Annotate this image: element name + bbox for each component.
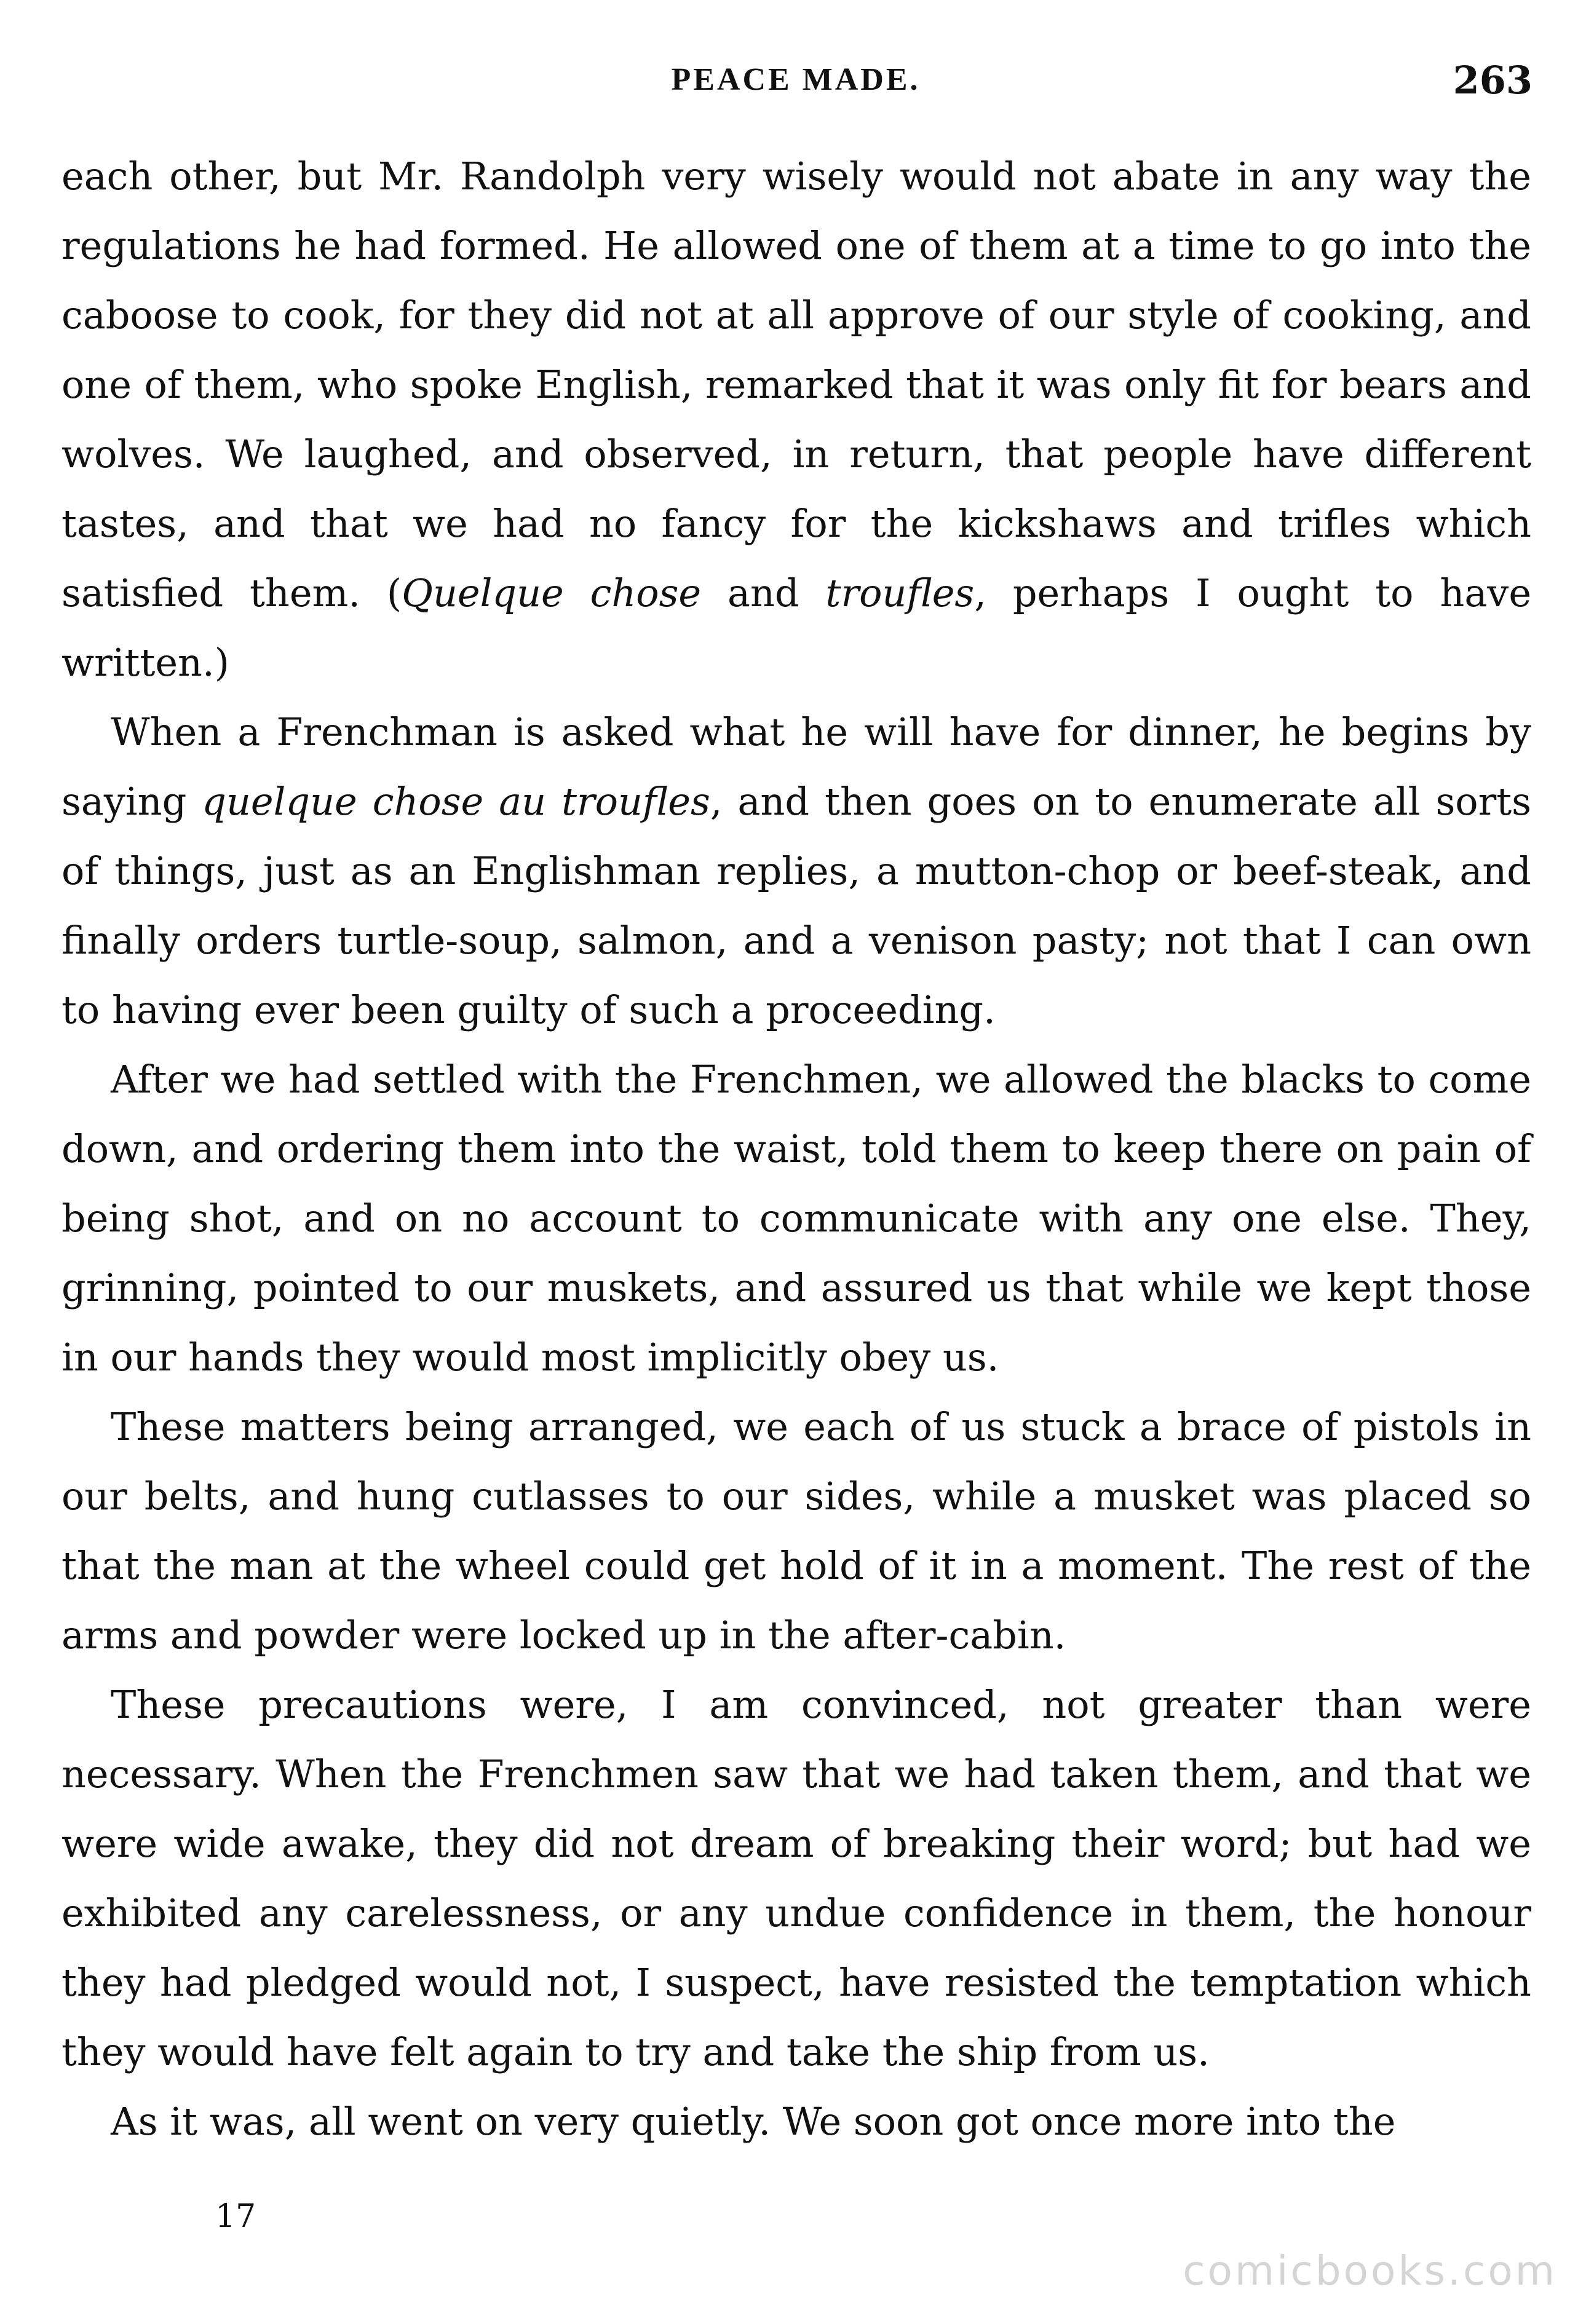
- paragraph: [61, 697, 1531, 1045]
- paragraph: [61, 141, 1531, 697]
- paragraph: [61, 2087, 1531, 2156]
- paragraph: [61, 1045, 1531, 1392]
- signature-mark: 17: [215, 2198, 256, 2235]
- text-run: When a Frenchman is asked what he will have for dinner, he begins by saying: [61, 709, 1531, 824]
- italic-phrase: troufles: [825, 571, 975, 615]
- watermark: comicbooks.com: [1183, 2247, 1557, 2294]
- text-run: each other, but Mr. Randolph very wisely would not abate in any way the regulations he had formed. He allowed one of them at a time to go into the caboose to cook, for they did not at all approve of our style of cooking, and one of them, who spoke English, remarked that it was only fit for bears and wolves. We laughed, and observed, in return, that people have different tastes, and that we had no fancy for the kickshaws and trifles which satisfied them. (: [61, 154, 1531, 615]
- italic-phrase: quelque chose au troufles: [202, 779, 710, 824]
- text-run: These matters being arranged, we each of us stuck a brace of pistols in our belts, and hung cutlasses to our sides, while a musket was placed so that the man at the wheel could get hold of it in a moment. The rest of the arms and powder were locked up in the after-cabin.: [61, 1404, 1531, 1658]
- italic-phrase: Quelque chose: [402, 571, 702, 615]
- text-run: , perhaps I ought to have written.): [61, 571, 1532, 685]
- paragraph: [61, 1392, 1531, 1670]
- page-number: 263: [1453, 58, 1533, 103]
- text-run: After we had settled with the Frenchmen, we allowed the blacks to come down, and ordering them into the waist, told them to keep there on pain of being shot, and on no account to communicate with any one else. They, grinning, pointed to our muskets, and assured us that while we kept those in our hands they would most implicitly obey us.: [61, 1057, 1531, 1380]
- paragraph: [61, 1670, 1531, 2087]
- text-run: As it was, all went on very quietly. We soon got once more into the: [111, 2099, 1396, 2144]
- text-run: These precautions were, I am convinced, not greater than were necessary. When the Frenchmen saw that we had taken them, and that we were wide awake, they did not dream of breaking their word; but had we exhibited any carelessness, or any undue confidence in them, the honour they had pledged would not, I suspect, have resisted the temptation which they would have felt again to try and take the ship from us.: [61, 1682, 1531, 2074]
- page-header: [59, 58, 1533, 117]
- text-run: and: [701, 571, 826, 615]
- text-run: , and then goes on to enumerate all sorts of things, just as an Englishman replies, a mutton-chop or beef-steak, and finally orders turtle-soup, salmon, and a venison pasty; not that I can own to having ever been guilty of such a proceeding.: [61, 779, 1531, 1032]
- running-head: PEACE MADE.: [671, 62, 921, 97]
- body-text: [61, 141, 1531, 2156]
